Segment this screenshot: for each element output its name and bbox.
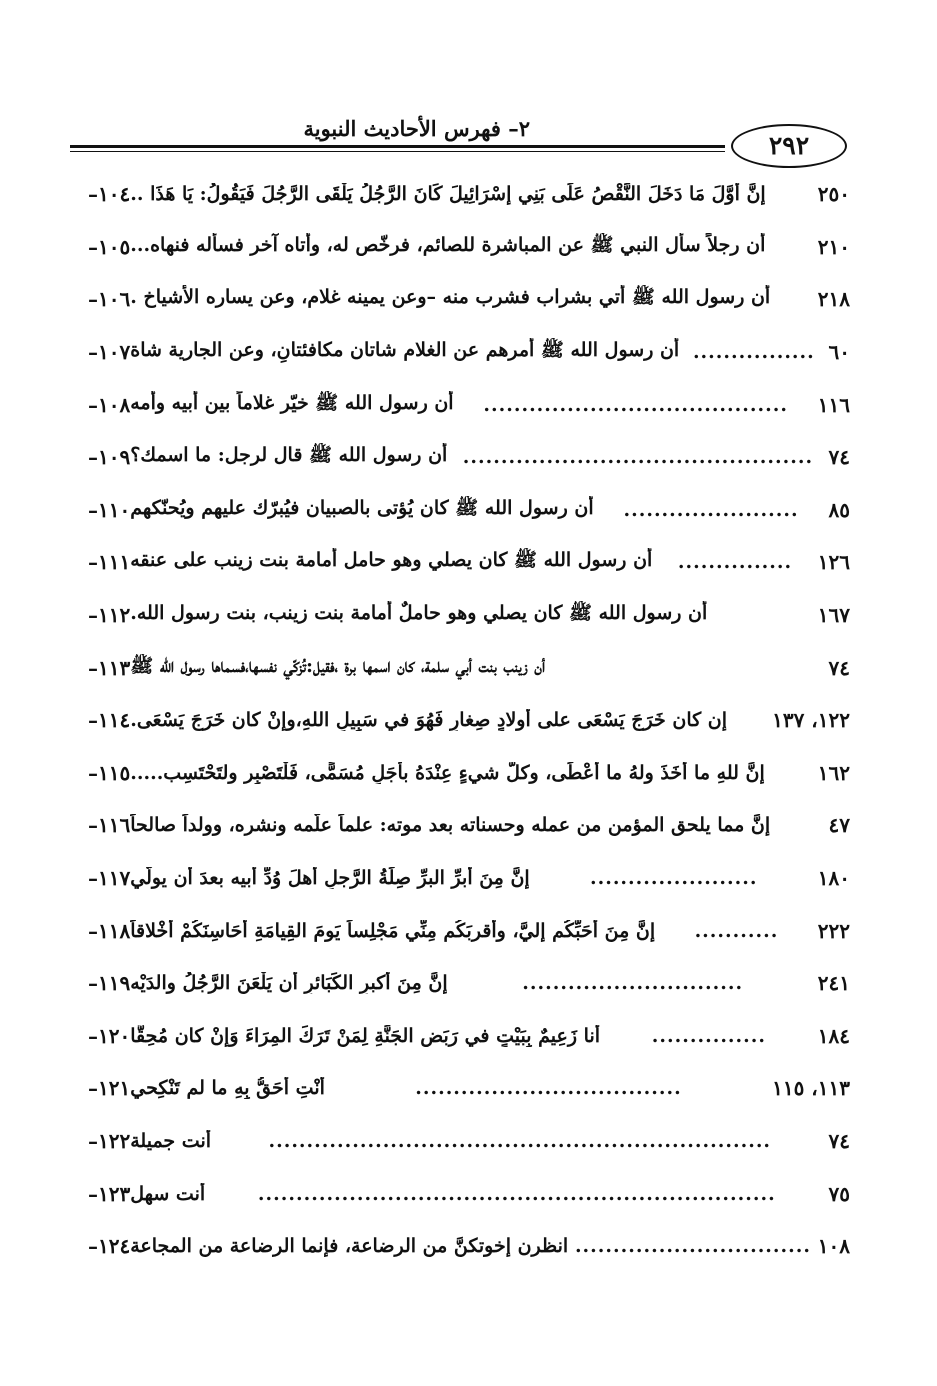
entry-hadith-text: إنَّ أَوَّلَ مَا دَخَلَ النَّقْصُ عَلَى بَنِي إِسْرَائِيلَ كَانَ الرَّجُلُ يَلْقَى الرَّجُلَ فَيَقُولُ: يَا هَذَا .. [130,183,766,206]
entry-number: ١١٦– [88,813,131,838]
entry-page-ref: ٢١٠ [817,234,850,259]
entry-hadith-text: أن رسول الله ﷺ أُتي بشراب فشرب منه –وعن يمينه غلام، وعن يساره الأشياخ . [130,286,771,309]
entry-number: ١٠٩– [88,445,131,470]
page-header [70,108,845,160]
index-entry [78,747,850,800]
index-entry [78,326,850,379]
entry-page-ref: ٢٤١ [817,971,850,996]
index-entry [78,1167,850,1220]
entry-page-ref: ٧٤ [828,445,850,470]
entry-page-ref: ٦٠ [828,340,850,365]
index-entry [78,799,850,852]
entry-hadith-text: إنَّ مِنَ أَحَبِّكُم إليَّ، وأقربَكُم مِنِّي مَجْلِساً يَومَ القِيامَةِ أحَاسِنَكُمْ أخْلاقاً [130,919,656,942]
entry-hadith-text: أن رسول الله ﷺ كان يُؤتى بالصبيان فيُبرّك عليهم ويُحنّكهم [130,496,594,519]
entry-page-ref: ٤٧ [828,813,850,838]
index-entry [78,221,850,274]
entry-hadith-text: أن رسول الله ﷺ قال لرجل: ما اسمك؟ [130,444,448,467]
entry-number: ١١٢– [88,603,131,628]
hadith-index-list [78,168,850,1272]
entry-number: ١١٨– [88,918,131,943]
entry-page-ref: ٢١٨ [817,287,850,312]
entry-leader-dots: ....................... [623,498,799,521]
entry-page-ref: ٧٤ [828,1128,850,1153]
entry-leader-dots: .................................................................... [257,1182,776,1205]
entry-number: ١١٠– [88,497,131,522]
entry-hadith-text: إنَّ مما يلحق المؤمن من عمله وحسناته بعد موته: علماً علّمه ونشره، وولداً صالحاً [130,814,771,837]
entry-number: ١٢٢– [88,1128,131,1153]
header-rule [70,145,725,148]
entry-page-ref: ١١٦ [817,392,850,417]
entry-leader-dots: ............................... [574,1235,811,1258]
entry-number: ١١٣– [88,655,131,680]
entry-leader-dots: .............................................. [462,446,814,469]
entry-page-ref: ١١٣، ١١٥ [772,1076,850,1101]
entry-hadith-text: أن زينب بنت أبي سلمة، كان اسمها برة ،فقيل:تُزكّي نفسها،فسماها رسول الله ﷺ [130,654,546,677]
entry-page-ref: ١٢٦ [817,550,850,575]
entry-page-ref: ٨٥ [828,497,850,522]
index-entry [78,378,850,431]
entry-page-ref: ١٦٢ [817,760,850,785]
entry-page-ref: ٧٥ [828,1181,850,1206]
entry-number: ١١٥– [88,760,131,785]
index-entry [78,1062,850,1115]
index-entry [78,694,850,747]
entry-hadith-text: أن رسول الله ﷺ كان يصلي وهو حاملٌ أمامة بنت زينب، بنت رسول الله. [130,602,708,625]
entry-number: ١٠٤– [88,182,131,207]
index-entry [78,168,850,221]
entry-page-ref: ١٨٤ [817,1023,850,1048]
index-entry [78,957,850,1010]
entry-hadith-text: أن رجلاً سأل النبي ﷺ عن المباشرة للصائم، فرخّص له، وأتاه آخر فسأله فنهاه... [130,233,766,256]
index-entry [78,273,850,326]
entry-leader-dots: ............................. [522,972,744,995]
entry-number: ١٢١– [88,1076,131,1101]
entry-leader-dots: ................ [692,341,815,364]
entry-hadith-text: أنْتِ أحَقُّ بِهِ ما لم تَنْكِحي [130,1077,325,1100]
entry-page-ref: ٧٤ [828,655,850,680]
entry-hadith-text: أن رسول الله ﷺ أمرهم عن الغلام شاتان مكافئتانِ، وعن الجارية شاة [130,339,680,362]
entry-page-ref: ١٠٨ [817,1234,850,1259]
entry-number: ١٢٠– [88,1023,131,1048]
index-entry [78,852,850,905]
entry-hadith-text: أنت جميلة [130,1129,212,1152]
index-entry [78,1010,850,1063]
section-title: ٢– فهرس الأحاديث النبوية [303,116,530,141]
entry-number: ١٠٨– [88,392,131,417]
entry-hadith-text: إنَّ مِنَ أبرِّ البرِّ صِلَةُ الرَّجلِ أهلَ وُدِّ أبيه بعدَ أن يولّي [130,867,530,890]
entry-number: ١١٩– [88,971,131,996]
entry-page-ref: ١٦٧ [817,603,850,628]
entry-hadith-text: إنَّ للهِ ما أَخَذَ ولهُ ما أَعْطَى، وكلّ شيءٍ عِنْدَهُ بأجَلٍ مُسَمًّى، فَلْتَصْبِر ولتَحْتَسِب..... [130,761,765,784]
entry-number: ١٠٦– [88,287,131,312]
entry-number: ١٠٥– [88,234,131,259]
entry-number: ١١١– [88,550,131,575]
entry-page-ref: ١٨٠ [817,866,850,891]
page-number-badge: ٢٩٢ [731,124,847,168]
entry-hadith-text: أنا زَعِيمٌ بِبَيْتٍ في رَبَضِ الجَنَّةِ لِمَنْ تَرَكَ المِرَاءَ وَإنْ كان مُحِقًّا [130,1024,601,1047]
entry-number: ١٠٧– [88,340,131,365]
index-entry [78,431,850,484]
entry-leader-dots: ................................... [415,1077,682,1100]
entry-number: ١١٧– [88,866,131,891]
index-entry [78,536,850,589]
entry-hadith-text: انظرن إخوتكنَّ من الرضاعة، فإنما الرضاعة من المجاعة [130,1235,569,1258]
index-entry [78,1220,850,1273]
index-entry [78,484,850,537]
entry-hadith-text: أن رسول الله ﷺ كان يصلي وهو حامل أمامة بنت زينب على عنقه [130,549,653,572]
entry-page-ref: ٢٢٢ [817,918,850,943]
index-entry [78,1115,850,1168]
entry-leader-dots: ........................................ [483,393,788,416]
entry-number: ١٢٣– [88,1181,131,1206]
entry-number: ١٢٤– [88,1234,131,1259]
index-entry [78,904,850,957]
entry-leader-dots: .................................................................. [268,1129,772,1152]
entry-hadith-text: أن رسول الله ﷺ خيّر غلاماً بين أبيه وأمه [130,391,454,414]
entry-hadith-text: أنت سهل [130,1182,206,1205]
index-entry [78,641,850,694]
entry-hadith-text: إن كان خَرَجَ يَسْعَى على أولادٍ صِغارٍ فَهُوَ في سَبِيلِ اللهِ،وإنْ كان خَرَجَ يَسْعَى. [130,709,728,732]
entry-number: ١١٤– [88,708,131,733]
entry-hadith-text: إنَّ مِنَ أكبرِ الكَبَائرِ أن يَلْعَنَ الرَّجُلُ والدَيْه [130,972,448,995]
entry-leader-dots: ...................... [589,867,758,890]
entry-page-ref: ١٢٢، ١٣٧ [772,708,850,733]
entry-leader-dots: ........... [694,919,779,942]
entry-leader-dots: ............... [651,1024,767,1047]
entry-page-ref: ٢٥٠ [817,182,850,207]
header-rule-thin [70,151,725,152]
entry-leader-dots: ............... [677,551,793,574]
index-entry [78,589,850,642]
